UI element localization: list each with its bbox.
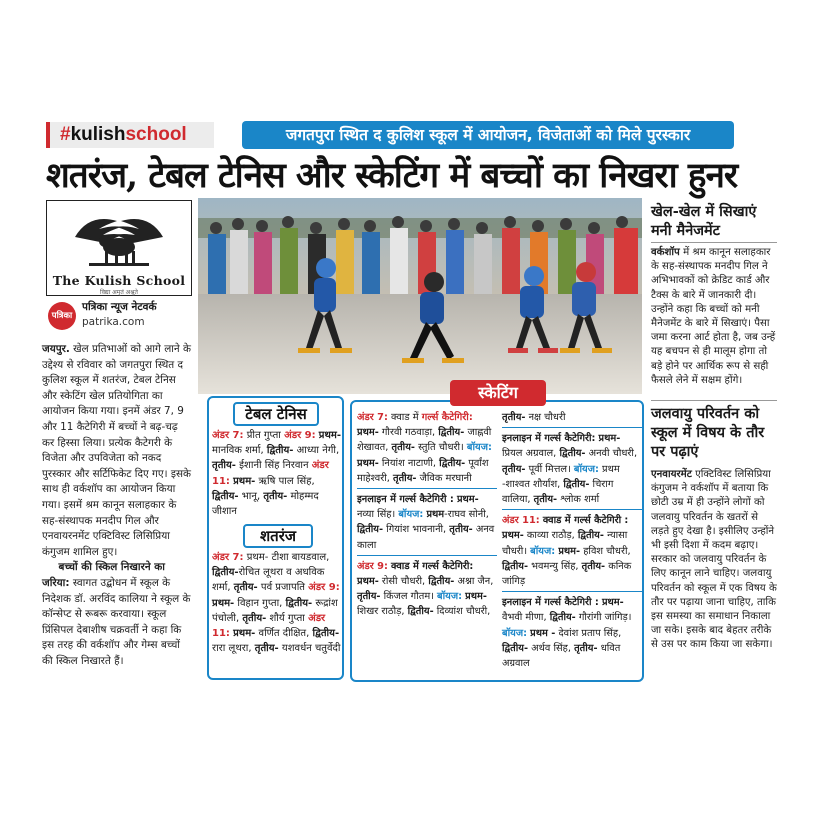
sk-label: द्वितीय- — [438, 427, 465, 439]
sk-label: प्रथम- — [456, 494, 479, 506]
chess-title: शतरंज — [243, 524, 313, 548]
divider — [502, 427, 642, 428]
sk-text: चिराग वालिया, — [502, 478, 614, 506]
chess-text: वर्णित दीक्षित, — [258, 628, 310, 640]
chess-under7: अंडर 7: — [212, 552, 244, 563]
tt-under9: अंडर 9: — [284, 430, 316, 441]
tt-label: द्वितीय- — [212, 490, 239, 502]
chess-label: प्रथम- — [212, 597, 235, 609]
sk-label: द्वितीय- — [357, 524, 384, 536]
sk-boys: बॉयज: — [466, 442, 492, 454]
chess-label: द्वितीय- — [312, 628, 340, 640]
chess-label: प्रथम- — [233, 628, 256, 640]
school-name: The Kulish School — [52, 273, 186, 288]
sk-text: देवांश प्रताप सिंह, — [558, 627, 622, 639]
sk-text: प्रथम -शाश्वत शौर्यांश, — [502, 463, 620, 490]
sk-label: तृतीय- — [391, 442, 415, 454]
sk-label: तृतीय- — [581, 560, 606, 572]
tt-text: आध्या नेगी, — [296, 445, 340, 457]
sk-label: तृतीय- — [357, 591, 381, 603]
subhead: बच्चों की स्किल निखारने का जरिया: — [42, 561, 165, 589]
sk-text: श्लोक शर्मा — [560, 494, 600, 506]
money-management-heading: खेल-खेल में सिखाएं मनी मैनेजमेंट — [651, 203, 757, 239]
sk-label: प्रथम- — [598, 433, 621, 445]
sk-text: स्तुति चौधरी। — [418, 442, 464, 454]
sk-text: कनिक जांगिड़ — [502, 560, 632, 588]
sk-label: तृतीय- — [502, 463, 526, 475]
sk-heading: इनलाइन में गर्ल्स कैटेगिरी : — [357, 494, 454, 506]
tag-word-kulish: kulish — [70, 124, 126, 145]
rule-mid — [651, 400, 777, 401]
chess-text: रूद्रांश पंचोली, — [212, 597, 338, 624]
sk-text: पूर्वांश माहेश्वरी, — [357, 457, 489, 484]
sk-boys: बॉयज: — [437, 591, 463, 603]
sk-text: किंजल गौतम। — [383, 591, 434, 603]
tt-under7: अंडर 7: — [212, 430, 244, 441]
sk-heading: इनलाइन में गर्ल्स कैटेगिरी: — [502, 433, 596, 445]
patrika-badge: पत्रिका — [48, 302, 76, 330]
body-text: में श्रम कानून सलाहकार के सह-संस्थापक मनदीप गिल ने अभिभावकों को क्रेडिट कार्ड और टैक्स के बारे में जानकारी दी। उन्होंने कहा कि बच्चों को मनी मैनेजमेंट के बारे में सिखाएं। पैसा जमा करना आर्ट होता है, जब उन्हें यह बचपन से ही मालूम होगा तो बड़े होने पर आर्थिक रूप से सही फैसले लेने में सक्षम होंगे। — [651, 247, 776, 386]
skating-title: स्केटिंग — [450, 380, 546, 406]
tt-under11: अंडर 11: — [212, 460, 329, 487]
lead-word: एनवायरमेंट — [651, 469, 692, 480]
sk-text: हविश चौधरी, — [583, 545, 631, 557]
sk-heading: क्वाड में गर्ल्स कैटेगिरी: — [391, 560, 474, 572]
chess-text: पर्व प्रजापति — [260, 582, 305, 594]
hash-symbol: # — [60, 124, 71, 145]
sk-heading: इनलाइन में गर्ल्स कैटेगिरी : — [502, 597, 599, 609]
tt-text: ईशानी सिंह निरवान — [239, 460, 309, 472]
sk-label: द्वितीय- — [559, 448, 586, 460]
para1 — [42, 342, 192, 560]
rule-top — [651, 242, 777, 243]
sk-category: गर्ल्स कैटेगिरी: — [421, 412, 473, 423]
sk-label: प्रथम- — [601, 597, 624, 609]
sk-label: द्वितीय- — [407, 606, 434, 618]
sk-text: गौरांगी जांगिड़। — [578, 612, 632, 624]
chess-text: यशवर्धन चतुर्वेदी — [281, 643, 341, 655]
sk-text: वैभवी मीणा, — [502, 612, 547, 624]
sk-label: तृतीय- — [574, 642, 598, 654]
sk-text: जाह्नवी शेखावत, — [357, 427, 492, 454]
skating-photo — [198, 198, 642, 394]
chess-label: तृतीय- — [254, 643, 279, 655]
sk-label: प्रथम- — [357, 576, 379, 588]
sk-boys: बॉयज: — [398, 509, 424, 521]
sk-label: प्रथम- — [465, 591, 487, 603]
divider — [357, 555, 497, 556]
chess-text: विहान गुप्ता, — [237, 597, 283, 609]
sk-label: प्रथम- — [558, 545, 581, 557]
kulish-school-logo — [46, 200, 192, 296]
skating-results-col-1 — [357, 410, 497, 620]
sk-text: रोसी चौधरी, — [381, 576, 426, 588]
sk-label: द्वितीय- — [502, 560, 529, 572]
chess-text: रारा लूथरा, — [212, 643, 252, 655]
para1-text: खेल प्रतिभाओं को आगे लाने के उद्देश्य से रविवार को जगतपुरा स्थित द कुलिश स्कूल में शतरंज, टेबल टेनिस और स्केटिंग खेल प्रतियोगिता का आयोजन किया गया। इनमें अंडर 7, 9 और 11 कैटेगिरी में बच्चों ने बढ़-चढ़ कर हिस्सा लिया। प्रत्येक कैटेगरी के विजेता और उपविजेता को नकद पुरस्कार और सर्टिफिकेट दिए गए। इसके साथ ही वर्कशॉप का आयोजन किया गया। इसमें श्रम कानून सलाहकार के सह-संस्थापक मनदीप गिल और एनवायरनमेंट एक्टिविस्ट लिसिप्रिया कंगुजम शामिल हुए। — [42, 343, 191, 558]
para2-text: स्वागत उद्बोधन में स्कूल के निदेशक डॉ. अरविंद कालिया ने स्कूल के कॉन्सेप्ट से रूबरू करवाया। स्कूल प्रिंसिपल देबाशीष चक्रवर्ती ने कहा कि इस तरह की वर्कशॉप और गेम्स बच्चों की स्किल निखारते हैं। — [42, 576, 191, 667]
tt-label: तृतीय- — [212, 460, 236, 472]
tt-label: द्वितीय- — [266, 445, 294, 457]
divider — [502, 591, 642, 592]
chess-label: द्वितीय- — [285, 597, 313, 609]
tt-text: भानू, — [241, 490, 261, 502]
skating-race-illustration — [198, 198, 642, 394]
sk-label: प्रथम — [426, 509, 445, 521]
byline-site: patrika.com — [82, 316, 145, 328]
sk-label: : प्रथम- — [502, 515, 629, 542]
sk-label: द्वितीय- — [428, 576, 455, 588]
sk-text: काव्या राठौड़, — [526, 530, 575, 542]
sk-label: प्रथम- — [357, 427, 379, 439]
sk-boys: बॉयज: — [530, 545, 556, 557]
sk-under9: अंडर 9: — [357, 560, 388, 572]
sk-label: तृतीय- — [393, 472, 417, 484]
winged-lion-emblem-icon — [69, 207, 169, 269]
chess-text: शौर्य गुप्ता — [269, 612, 305, 624]
sk-label: द्वितीय- — [502, 642, 529, 654]
sk-boys: बॉयज: — [502, 627, 528, 639]
sk-text: नक्ष चौधरी — [528, 412, 566, 423]
byline-network: पत्रिका न्यूज नेटवर्क — [82, 301, 157, 313]
left-article-column — [42, 342, 192, 669]
sk-text: अर्थव सिंह, — [531, 642, 571, 654]
sk-label: द्वितीय- — [577, 530, 604, 542]
subtitle-banner: जगतपुरा स्थित द कुलिश स्कूल में आयोजन, विजेताओं को मिले पुरस्कार — [242, 121, 734, 149]
sk-text: न्यासा चौधरी। — [502, 530, 628, 557]
chess-text: रोचित लूथरा व अधविक शर्मा, — [212, 567, 325, 594]
divider — [502, 509, 642, 510]
sk-text: पूर्वी मित्तल। — [528, 463, 571, 475]
body-text: एक्टिविस्ट लिसिप्रिया कंगुजम ने वर्कशॉप में बताया कि छोटी उम्र में ही उन्होंने लोगों को जलवायु परिवर्तन के खतरों से लड़ते हुए देखा है। इसीलिए उन्होंने भी इसी दिशा में कदम बढ़ाए। सरकार को जलवायु परिवर्तन के लिए कानून लाने चाहिए। जलवायु परिवर्तन को स्कूल में एक विषय के तौर पर पढ़ाया जाना चाहिए, ताकि इस समस्या का समाधान निकाला जा सके। इसके बाद बेहतर तरीके से उस पर काम किया जा सकेगा। — [651, 469, 777, 651]
sk-under7: अंडर 7: — [357, 412, 388, 423]
money-management-text — [651, 246, 777, 388]
lead-word: वर्कशॉप — [651, 247, 680, 258]
sk-label: तृतीय- — [533, 494, 558, 506]
tt-text: प्रीत गुप्ता — [246, 430, 281, 441]
climate-heading: जलवायु परिवर्तन को स्कूल में विषय के तौर पर पढ़ाएं — [651, 405, 765, 460]
tt-label: प्रथम- — [233, 475, 256, 487]
sk-text: नियांश नाटाणी, — [381, 457, 437, 469]
sk-text: गियांश भावनानी, — [386, 524, 447, 536]
sk-label: प्रथम- — [357, 457, 379, 469]
chess-text: प्रथम- टीशा बायडवाल, — [246, 552, 330, 563]
climate-text — [651, 468, 777, 653]
tt-text: ऋषि पाल सिंह, — [258, 475, 315, 487]
sk-text: भवमन्यु सिंह, — [531, 560, 579, 572]
tt-label: तृतीय- — [263, 490, 288, 502]
sk-label: तृतीय- — [449, 524, 473, 536]
chess-under11: अंडर 11: — [212, 612, 326, 640]
sk-text: क्वाड में — [391, 412, 419, 423]
hashtag-kulishschool — [46, 122, 214, 148]
sk-text: -राघव सोनी, — [444, 509, 489, 521]
sk-text: अनव काला — [357, 524, 495, 551]
sk-text: प्रियल अग्रवाल, — [502, 448, 557, 460]
chess-results — [212, 550, 344, 656]
sk-text: धवित अग्रवाल — [502, 642, 621, 670]
sk-heading: क्वाड में गर्ल्स कैटेगिरी — [542, 515, 622, 527]
sk-text: गौरवी गठवाड़ा, — [381, 427, 436, 439]
sk-text: दिव्यांश चौधरी, — [436, 606, 491, 618]
tt-text: मोहम्मद जीशान — [212, 490, 319, 518]
sk-label: द्वितीय- — [549, 612, 576, 624]
sk-label: प्रथम - — [530, 627, 556, 639]
sk-text: नव्या सिंह। — [357, 509, 396, 521]
sk-under11: अंडर 11: — [502, 515, 540, 527]
school-tagline: विद्या अमृतं अश्नुते — [100, 289, 138, 296]
sk-label: तृतीय- — [502, 412, 526, 423]
tt-text: मानविक शर्मा, — [212, 445, 264, 457]
headline: शतरंज, टेबल टेनिस और स्केटिंग में बच्चों का निखरा हुनर — [46, 155, 738, 196]
sk-label: द्वितीय- — [563, 478, 590, 490]
sk-text: शिखर राठौड़, — [357, 606, 405, 618]
skating-results-col-2 — [502, 410, 642, 671]
sk-text: अनवी चौधरी, — [588, 448, 638, 460]
table-tennis-title: टेबल टेनिस — [233, 402, 319, 426]
chess-label: द्वितीय- — [212, 567, 239, 579]
byline — [48, 300, 198, 336]
sk-text: अश्ना जैन, — [457, 576, 494, 588]
chess-label: तृतीय- — [242, 612, 267, 624]
dateline: जयपुर. — [42, 343, 70, 355]
divider — [357, 488, 497, 489]
para2 — [42, 560, 192, 669]
chess-label: तृतीय- — [233, 582, 258, 594]
tag-word-school: school — [125, 124, 187, 145]
sk-label: द्वितीय- — [439, 457, 466, 469]
sk-boys: बॉयज: — [573, 463, 599, 475]
sk-text: जैविक मरघानी — [419, 472, 472, 484]
table-tennis-results — [212, 428, 342, 519]
chess-under9: अंडर 9: — [308, 582, 340, 594]
tt-label: प्रथम- — [318, 430, 342, 441]
